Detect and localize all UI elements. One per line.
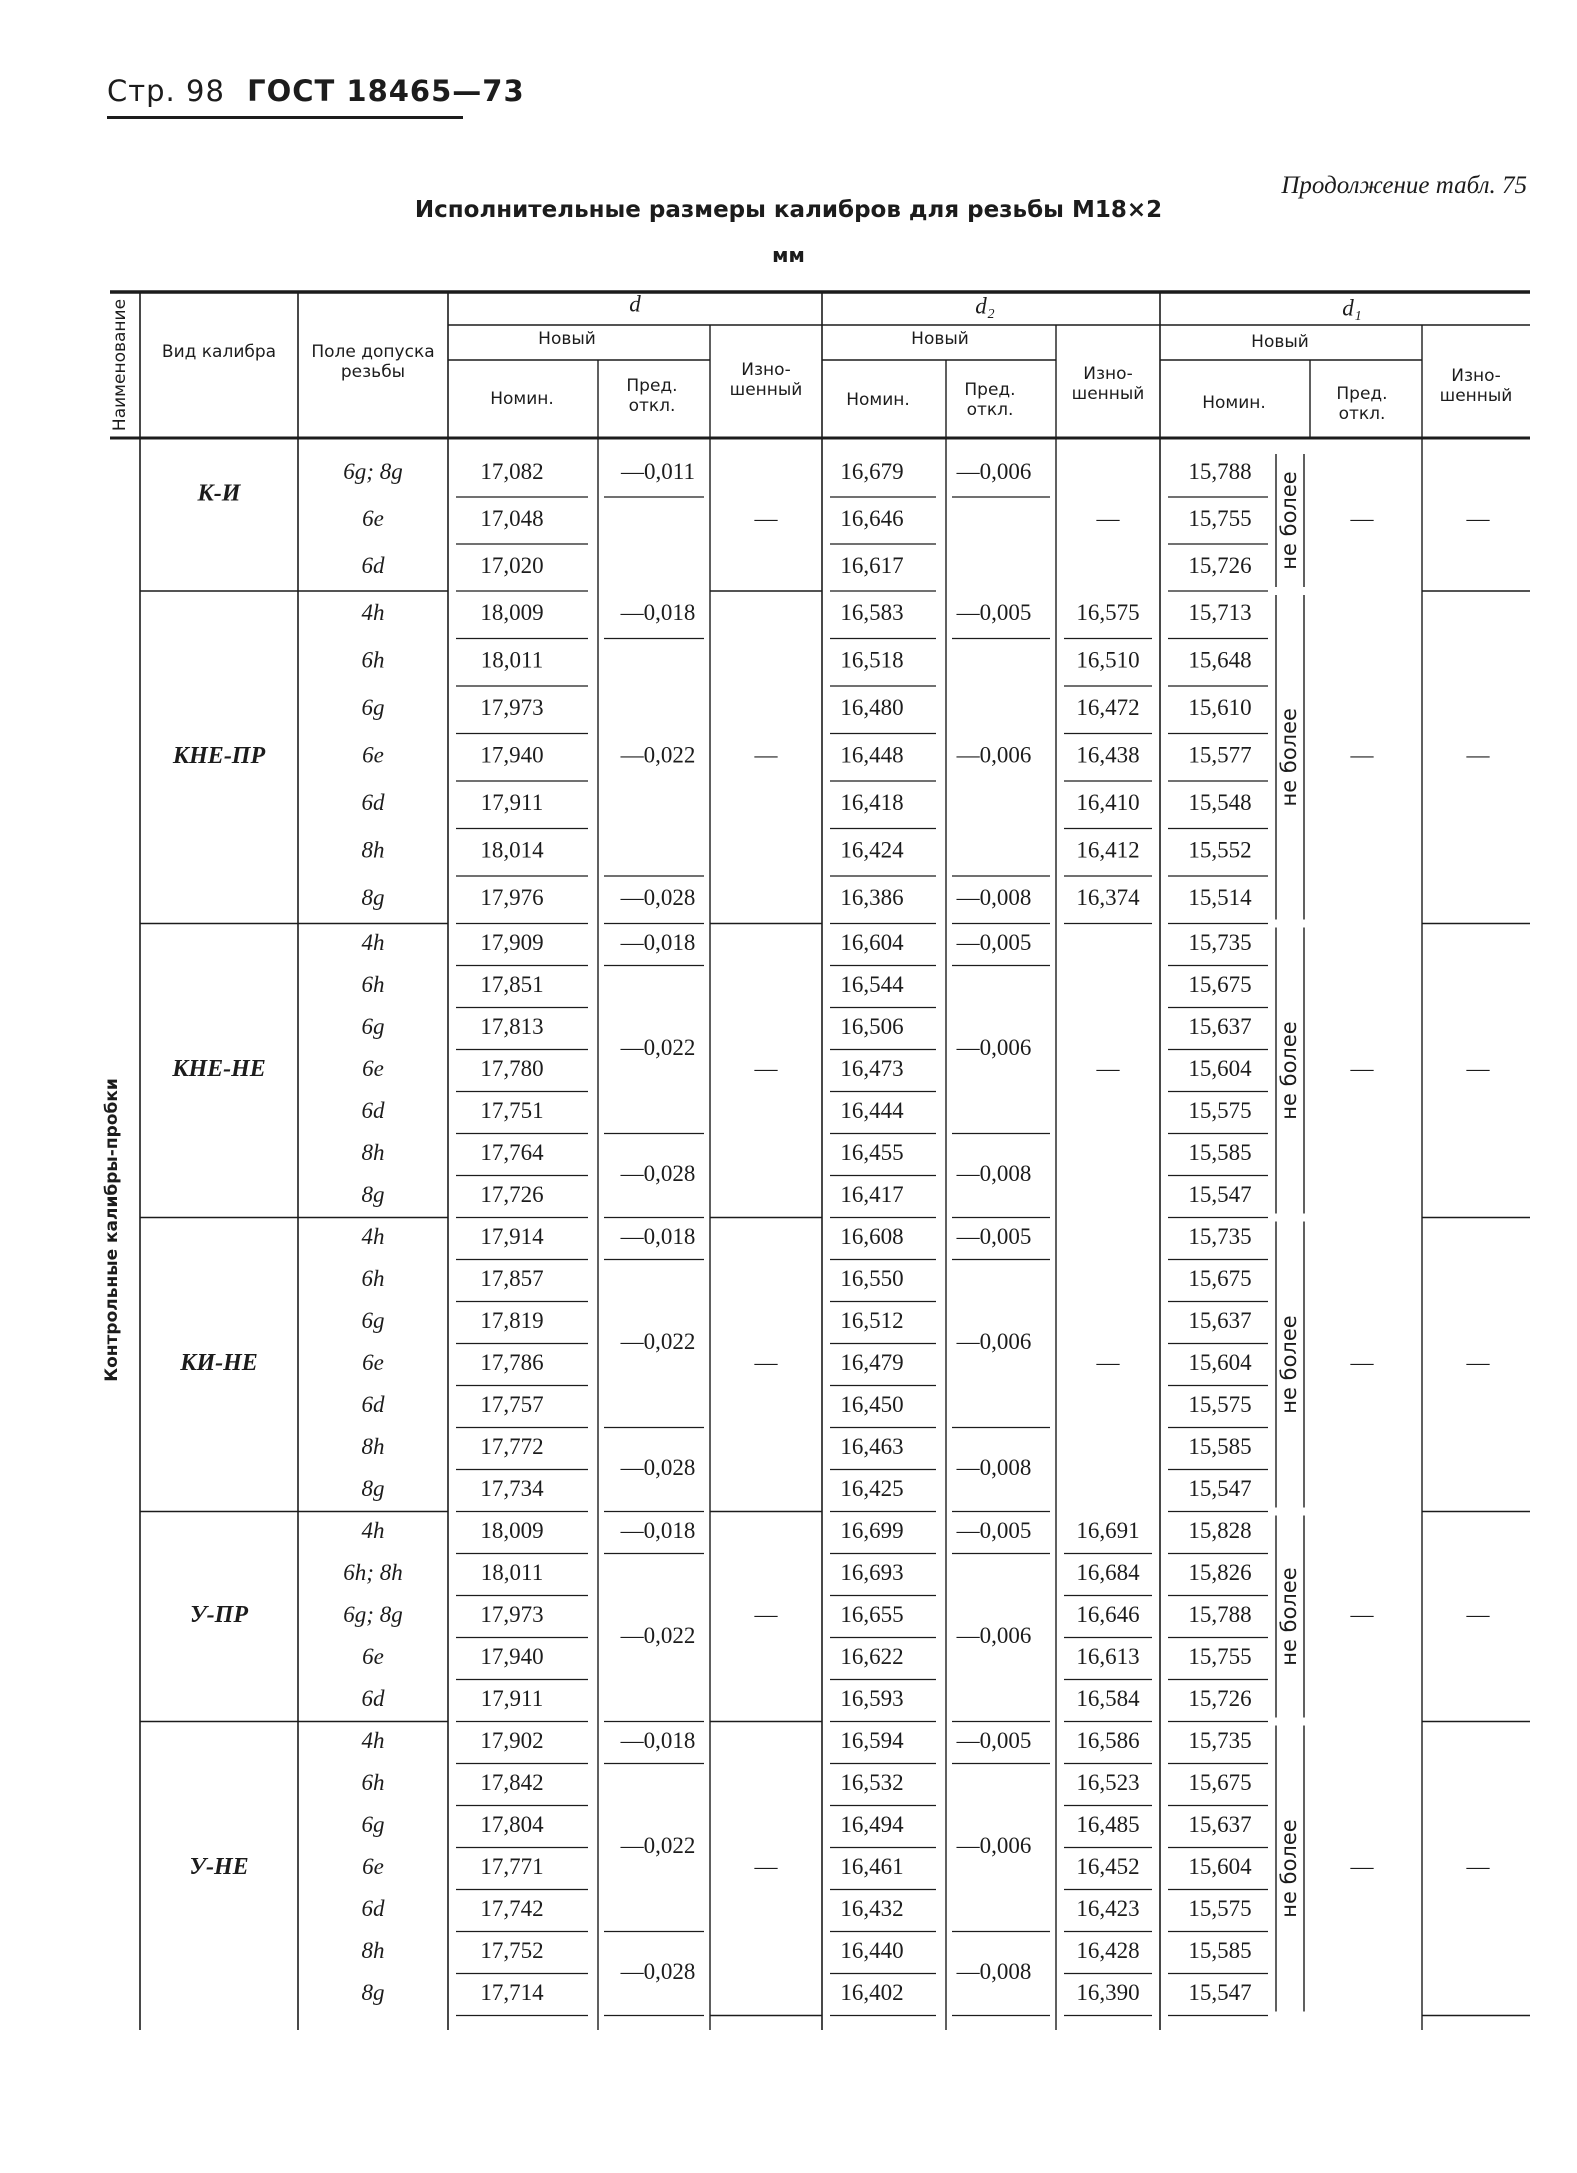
d2-nominal: 16,455 <box>840 1139 904 1165</box>
d2-nominal: 16,479 <box>840 1349 904 1375</box>
d-nominal: 18,011 <box>480 1559 544 1585</box>
not-more-label: не более <box>1277 1819 1301 1918</box>
column-header-deviation: Пред. <box>964 380 1016 400</box>
d2-worn: 16,485 <box>1076 1811 1140 1837</box>
d-nominal: 18,009 <box>480 600 544 626</box>
d2-nominal: 16,518 <box>840 647 904 673</box>
d2-worn: 16,584 <box>1076 1685 1140 1711</box>
d1-nominal: 15,828 <box>1188 1517 1252 1543</box>
d2-nominal: 16,622 <box>840 1643 904 1669</box>
column-header-deviation: откл. <box>628 396 676 416</box>
d-nominal: 17,804 <box>480 1811 544 1837</box>
d1-nominal: 15,637 <box>1188 1013 1252 1039</box>
tolerance-field: 6g <box>361 695 385 721</box>
d-deviation: —0,011 <box>621 458 695 484</box>
calibre-kind: У-ПР <box>189 1602 249 1629</box>
d1-nominal: 15,675 <box>1188 1265 1252 1291</box>
d2-deviation: —0,005 <box>956 1517 1032 1543</box>
column-header-name: Наименование <box>110 298 130 432</box>
d-deviation: —0,028 <box>620 885 696 911</box>
d-nominal: 17,764 <box>480 1139 544 1165</box>
d2-deviation: —0,008 <box>956 1958 1032 1984</box>
d2-nominal: 16,473 <box>840 1055 904 1081</box>
d1-nominal: 15,547 <box>1188 1475 1252 1501</box>
d2-worn: — <box>1096 1349 1120 1375</box>
d1-nominal: 15,547 <box>1188 1181 1252 1207</box>
d2-deviation: —0,008 <box>956 1160 1032 1186</box>
column-header-new: Новый <box>911 329 969 349</box>
d-nominal: 17,973 <box>480 1601 544 1627</box>
d-nominal: 17,772 <box>480 1433 544 1459</box>
d2-nominal: 16,417 <box>840 1181 904 1207</box>
d2-worn: 16,586 <box>1076 1727 1140 1753</box>
d-nominal: 17,842 <box>480 1769 544 1795</box>
d-deviation: —0,018 <box>620 1223 696 1249</box>
tolerance-field: 8h <box>361 1139 385 1165</box>
d2-worn: 16,410 <box>1076 790 1140 816</box>
tolerance-field: 8h <box>361 837 385 863</box>
d2-worn: 16,691 <box>1076 1517 1140 1543</box>
d-nominal: 17,914 <box>480 1223 544 1249</box>
column-header-worn: шенный <box>729 380 803 400</box>
tolerance-field: 8h <box>361 1433 385 1459</box>
d2-worn: 16,684 <box>1076 1559 1140 1585</box>
tolerance-field: 6h <box>361 1769 385 1795</box>
tolerance-field: 6d <box>361 1391 385 1417</box>
d-worn: — <box>754 1853 778 1879</box>
not-more-label: не более <box>1277 1315 1301 1414</box>
d2-nominal: 16,679 <box>840 458 904 484</box>
tolerance-field: 6d <box>361 552 385 578</box>
d-nominal: 17,813 <box>480 1013 544 1039</box>
tolerance-field: 4h <box>361 1727 385 1753</box>
d1-nominal: 15,610 <box>1188 695 1252 721</box>
d1-nominal: 15,575 <box>1188 1895 1252 1921</box>
d-nominal: 17,020 <box>480 552 544 578</box>
tolerance-field: 6d <box>361 1685 385 1711</box>
tolerance-field: 6h <box>361 1265 385 1291</box>
d2-nominal: 16,593 <box>840 1685 904 1711</box>
d2-deviation: —0,005 <box>956 600 1032 626</box>
tolerance-field: 4h <box>361 929 385 955</box>
d1-nominal: 15,577 <box>1188 742 1252 768</box>
d2-worn: 16,646 <box>1076 1601 1140 1627</box>
d2-worn: 16,438 <box>1076 742 1140 768</box>
d-nominal: 17,082 <box>480 458 544 484</box>
d1-nominal: 15,788 <box>1188 458 1252 484</box>
d-deviation: —0,028 <box>620 1958 696 1984</box>
d-worn: — <box>754 742 778 768</box>
tolerance-field: 6g <box>361 1307 385 1333</box>
d-nominal: 17,973 <box>480 695 544 721</box>
tolerance-field: 8g <box>361 1475 385 1501</box>
d1-deviation: — <box>1350 1349 1374 1375</box>
d2-nominal: 16,583 <box>840 600 904 626</box>
d1-nominal: 15,514 <box>1188 885 1252 911</box>
tolerance-field: 8h <box>361 1937 385 1963</box>
d1-worn: — <box>1466 1853 1490 1879</box>
column-header-nominal: Номин. <box>1202 393 1266 413</box>
d-nominal: 17,940 <box>480 1643 544 1669</box>
d-worn: — <box>754 505 778 531</box>
d1-nominal: 15,547 <box>1188 1979 1252 2005</box>
column-header-deviation: Пред. <box>626 376 678 396</box>
tolerance-field: 6d <box>361 790 385 816</box>
tolerance-field: 6e <box>362 1853 384 1879</box>
d2-deviation: —0,005 <box>956 1727 1032 1753</box>
tolerance-field: 6h; 8h <box>343 1559 403 1585</box>
d1-nominal: 15,726 <box>1188 552 1252 578</box>
d-nominal: 17,911 <box>480 1685 544 1711</box>
d2-deviation: —0,005 <box>956 929 1032 955</box>
d-nominal: 18,011 <box>480 647 544 673</box>
tolerance-field: 6g; 8g <box>343 458 403 484</box>
d1-nominal: 15,575 <box>1188 1391 1252 1417</box>
d2-worn: 16,510 <box>1076 647 1140 673</box>
d2-deviation: —0,008 <box>956 1454 1032 1480</box>
d-deviation: —0,022 <box>620 1622 696 1648</box>
d-deviation: —0,022 <box>620 742 696 768</box>
d-nominal: 17,902 <box>480 1727 544 1753</box>
d1-deviation: — <box>1350 1853 1374 1879</box>
d-deviation: —0,022 <box>620 1328 696 1354</box>
tolerance-field: 8g <box>361 885 385 911</box>
d2-nominal: 16,512 <box>840 1307 904 1333</box>
tolerance-field: 6e <box>362 742 384 768</box>
column-header-deviation: откл. <box>1338 404 1386 424</box>
page-number: Стр. 98 <box>107 74 225 108</box>
column-header-d: d <box>629 291 641 317</box>
d-nominal: 17,819 <box>480 1307 544 1333</box>
d1-nominal: 15,726 <box>1188 1685 1252 1711</box>
table-unit: мм <box>772 243 805 267</box>
d-deviation: —0,028 <box>620 1454 696 1480</box>
d2-nominal: 16,506 <box>840 1013 904 1039</box>
tolerance-field: 6g; 8g <box>343 1601 403 1627</box>
d2-nominal: 16,693 <box>840 1559 904 1585</box>
d2-nominal: 16,655 <box>840 1601 904 1627</box>
continuation-note: Продолжение табл. 75 <box>1281 172 1527 199</box>
d-nominal: 17,780 <box>480 1055 544 1081</box>
d-deviation: —0,018 <box>620 1517 696 1543</box>
standard-number: ГОСТ 18465—73 <box>247 74 525 108</box>
d2-nominal: 16,604 <box>840 929 904 955</box>
d2-nominal: 16,440 <box>840 1937 904 1963</box>
d1-deviation: — <box>1350 505 1374 531</box>
not-more-label: не более <box>1277 471 1301 570</box>
d2-nominal: 16,450 <box>840 1391 904 1417</box>
d2-nominal: 16,494 <box>840 1811 904 1837</box>
d2-nominal: 16,386 <box>840 885 904 911</box>
d-nominal: 17,734 <box>480 1475 544 1501</box>
d2-deviation: —0,006 <box>956 1832 1032 1858</box>
calibre-kind: КНЕ-НЕ <box>172 1056 266 1083</box>
not-more-label: не более <box>1277 1567 1301 1666</box>
d1-nominal: 15,826 <box>1188 1559 1252 1585</box>
d1-nominal: 15,604 <box>1188 1055 1252 1081</box>
d1-nominal: 15,648 <box>1188 647 1252 673</box>
calibre-kind: У-НЕ <box>189 1854 249 1881</box>
tolerance-field: 6h <box>361 971 385 997</box>
table-title: Исполнительные размеры калибров для резьбы М18×2 <box>414 197 1163 223</box>
column-header-worn: шенный <box>1071 384 1145 404</box>
d2-nominal: 16,594 <box>840 1727 904 1753</box>
d1-nominal: 15,604 <box>1188 1853 1252 1879</box>
column-header-worn: Изно- <box>741 360 791 380</box>
d2-nominal: 16,424 <box>840 837 904 863</box>
not-more-label: не более <box>1277 708 1301 807</box>
d2-nominal: 16,461 <box>840 1853 904 1879</box>
calibre-kind: КИ-НЕ <box>180 1350 258 1377</box>
d2-worn: 16,472 <box>1076 695 1140 721</box>
d1-nominal: 15,755 <box>1188 1643 1252 1669</box>
d1-nominal: 15,675 <box>1188 971 1252 997</box>
d1-nominal: 15,604 <box>1188 1349 1252 1375</box>
d-nominal: 17,940 <box>480 742 544 768</box>
d2-nominal: 16,432 <box>840 1895 904 1921</box>
d2-deviation: —0,006 <box>956 742 1032 768</box>
calibre-kind: КНЕ-ПР <box>172 742 266 769</box>
tolerance-field: 6h <box>361 647 385 673</box>
d-worn: — <box>754 1055 778 1081</box>
tolerance-field: 6d <box>361 1097 385 1123</box>
d2-nominal: 16,617 <box>840 552 904 578</box>
d1-nominal: 15,637 <box>1188 1307 1252 1333</box>
column-header-deviation: откл. <box>966 400 1014 420</box>
d-nominal: 18,009 <box>480 1517 544 1543</box>
row-group-label: Контрольные калибры-пробки <box>102 1078 122 1382</box>
d2-deviation: —0,008 <box>956 885 1032 911</box>
d1-nominal: 15,548 <box>1188 790 1252 816</box>
tolerance-field: 4h <box>361 600 385 626</box>
d2-worn: 16,613 <box>1076 1643 1140 1669</box>
d2-worn: 16,390 <box>1076 1979 1140 2005</box>
column-header-deviation: Пред. <box>1336 384 1388 404</box>
d2-nominal: 16,532 <box>840 1769 904 1795</box>
column-header-nominal: Номин. <box>490 389 554 409</box>
d2-worn: 16,428 <box>1076 1937 1140 1963</box>
d2-worn: 16,412 <box>1076 837 1140 863</box>
d2-worn: — <box>1096 505 1120 531</box>
d1-nominal: 15,735 <box>1188 1727 1252 1753</box>
d-nominal: 17,048 <box>480 505 544 531</box>
tolerance-field: 4h <box>361 1223 385 1249</box>
d-nominal: 17,857 <box>480 1265 544 1291</box>
d2-deviation: —0,006 <box>956 458 1032 484</box>
d-deviation: —0,022 <box>620 1832 696 1858</box>
tolerance-field: 6d <box>361 1895 385 1921</box>
d1-nominal: 15,552 <box>1188 837 1252 863</box>
d-nominal: 17,714 <box>480 1979 544 2005</box>
d-worn: — <box>754 1349 778 1375</box>
column-header-new: Новый <box>1251 332 1309 352</box>
d-nominal: 17,911 <box>480 790 544 816</box>
d2-worn: 16,523 <box>1076 1769 1140 1795</box>
d-deviation: —0,018 <box>620 929 696 955</box>
d-deviation: —0,018 <box>620 1727 696 1753</box>
d2-nominal: 16,444 <box>840 1097 904 1123</box>
d1-nominal: 15,585 <box>1188 1937 1252 1963</box>
tolerance-field: 6e <box>362 1055 384 1081</box>
d1-worn: — <box>1466 1349 1490 1375</box>
d2-nominal: 16,402 <box>840 1979 904 2005</box>
column-header-worn: шенный <box>1439 386 1513 406</box>
d-nominal: 17,757 <box>480 1391 544 1417</box>
d-nominal: 17,726 <box>480 1181 544 1207</box>
d1-nominal: 15,575 <box>1188 1097 1252 1123</box>
d1-nominal: 15,788 <box>1188 1601 1252 1627</box>
d2-nominal: 16,425 <box>840 1475 904 1501</box>
d2-deviation: —0,005 <box>956 1223 1032 1249</box>
d2-nominal: 16,699 <box>840 1517 904 1543</box>
tolerance-field: 6g <box>361 1811 385 1837</box>
tolerance-field: 6g <box>361 1013 385 1039</box>
d-nominal: 17,751 <box>480 1097 544 1123</box>
d2-deviation: —0,006 <box>956 1622 1032 1648</box>
d-nominal: 17,909 <box>480 929 544 955</box>
d1-deviation: — <box>1350 1055 1374 1081</box>
d-nominal: 17,851 <box>480 971 544 997</box>
d-nominal: 17,786 <box>480 1349 544 1375</box>
d-worn: — <box>754 1601 778 1627</box>
d2-nominal: 16,448 <box>840 742 904 768</box>
tolerance-field: 8g <box>361 1979 385 2005</box>
column-header-field: резьбы <box>340 362 406 382</box>
d1-nominal: 15,585 <box>1188 1433 1252 1459</box>
column-header-d1: d₁ <box>1342 295 1362 321</box>
column-header-worn: Изно- <box>1451 366 1501 386</box>
d1-worn: — <box>1466 1055 1490 1081</box>
d-deviation: —0,028 <box>620 1160 696 1186</box>
d1-worn: — <box>1466 742 1490 768</box>
d2-deviation: —0,006 <box>956 1328 1032 1354</box>
d1-worn: — <box>1466 1601 1490 1627</box>
d-deviation: —0,022 <box>620 1034 696 1060</box>
d-nominal: 17,976 <box>480 885 544 911</box>
tolerance-field: 6e <box>362 1643 384 1669</box>
d2-nominal: 16,544 <box>840 971 904 997</box>
column-header-worn: Изно- <box>1083 364 1133 384</box>
d1-nominal: 15,585 <box>1188 1139 1252 1165</box>
d2-worn: 16,374 <box>1076 885 1140 911</box>
column-header-field: Поле допуска <box>311 342 435 362</box>
column-header-new: Новый <box>538 329 596 349</box>
tolerance-field: 8g <box>361 1181 385 1207</box>
column-header-nominal: Номин. <box>846 390 910 410</box>
d1-deviation: — <box>1350 742 1374 768</box>
d-nominal: 17,771 <box>480 1853 544 1879</box>
d2-nominal: 16,550 <box>840 1265 904 1291</box>
tolerance-field: 6e <box>362 505 384 531</box>
d-nominal: 18,014 <box>480 837 544 863</box>
d2-nominal: 16,608 <box>840 1223 904 1249</box>
d-deviation: —0,018 <box>620 600 696 626</box>
calibre-kind: К-И <box>197 480 241 507</box>
column-header-kind: Вид калибра <box>161 342 277 362</box>
tolerance-field: 6e <box>362 1349 384 1375</box>
d2-nominal: 16,646 <box>840 505 904 531</box>
d1-worn: — <box>1466 505 1490 531</box>
d2-worn: 16,575 <box>1076 600 1140 626</box>
not-more-label: не более <box>1277 1021 1301 1120</box>
d-nominal: 17,752 <box>480 1937 544 1963</box>
d2-worn: — <box>1096 1055 1120 1081</box>
d1-nominal: 15,735 <box>1188 929 1252 955</box>
d1-nominal: 15,713 <box>1188 600 1252 626</box>
d2-worn: 16,452 <box>1076 1853 1140 1879</box>
d1-nominal: 15,675 <box>1188 1769 1252 1795</box>
d-nominal: 17,742 <box>480 1895 544 1921</box>
column-header-d2: d₂ <box>975 293 995 319</box>
d1-nominal: 15,735 <box>1188 1223 1252 1249</box>
d2-deviation: —0,006 <box>956 1034 1032 1060</box>
d1-deviation: — <box>1350 1601 1374 1627</box>
d2-nominal: 16,480 <box>840 695 904 721</box>
d2-nominal: 16,463 <box>840 1433 904 1459</box>
d2-nominal: 16,418 <box>840 790 904 816</box>
d1-nominal: 15,755 <box>1188 505 1252 531</box>
d2-worn: 16,423 <box>1076 1895 1140 1921</box>
d1-nominal: 15,637 <box>1188 1811 1252 1837</box>
tolerance-field: 4h <box>361 1517 385 1543</box>
